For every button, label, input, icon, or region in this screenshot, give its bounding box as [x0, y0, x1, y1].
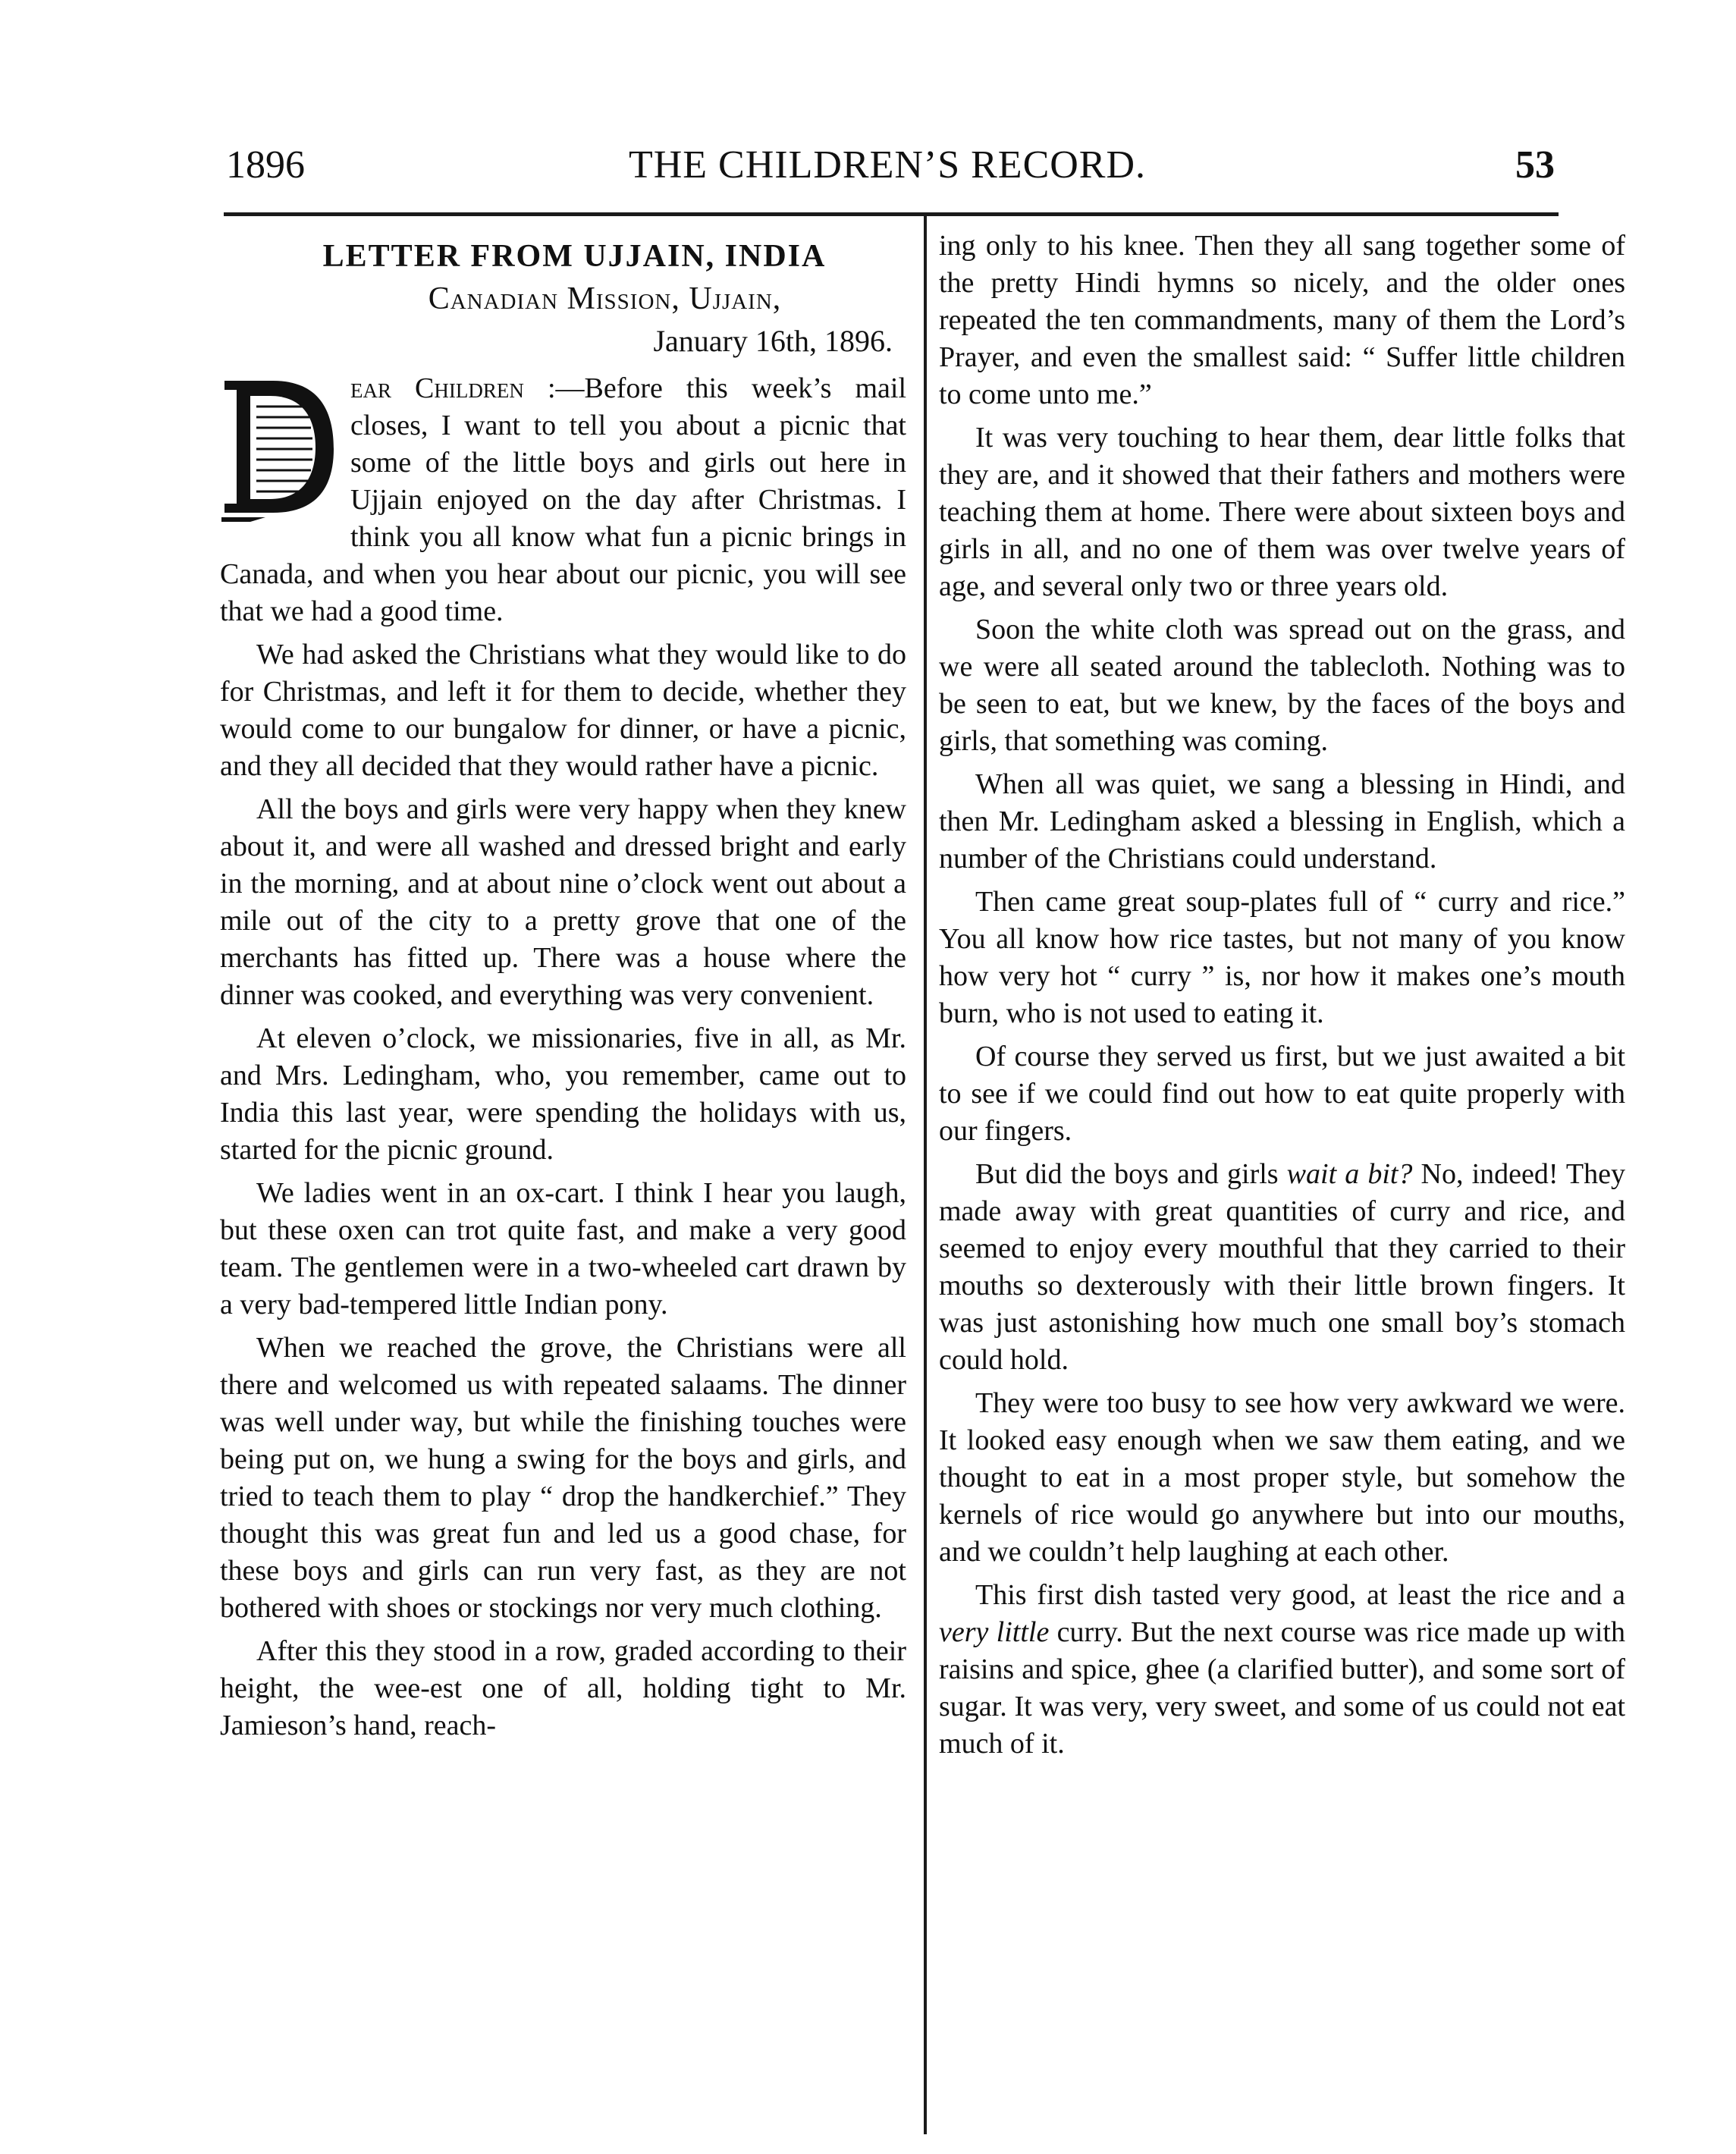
- header-page-number: 53: [1515, 143, 1555, 187]
- left-column: [220, 228, 906, 2139]
- article-title: LETTER FROM UJJAIN, INDIA: [322, 239, 827, 274]
- right-column: [939, 228, 1625, 2139]
- paragraph-morning-trip: All the boys and girls were very happy when they knew about it, and were all washed and dressed bright and early in the morning, and at about nine o’clock went out about a mile out of the city to a pretty grove that one of the merchants has fitted up. There was a house where the dinner was cooked, and everything was very convenient.: [220, 793, 906, 1011]
- wait-text-b: No, indeed! They made away with great quantities of curry and rice, and seemed to enjoy every mouthful that they carried to their mouths so dexterously with their little brown fingers. It was just astonishing how much one small boy’s stomach could hold.: [939, 1158, 1625, 1376]
- paragraph-grove-arrival: When we reached the grove, the Christians were all there and welcomed us with repeated salaams. The dinner was well under way, but while the finishing touches were being put on, we hung a swing for the boys and girls, and tried to teach them to play “ drop the handkerchief.” They thought this was great fun and led us a good chase, for these boys and girls can run very fast, as they are not bothered with shoes or stockings nor very much clothing.: [220, 1332, 906, 1624]
- paragraph-hymns-continued: ing only to his knee. Then they all sang together some of the pretty Hindi hymns so nicely, and the older ones repeated the ten commandments, many of them the Lord’s Prayer, and even the smallest said: “ Suffer little children to come unto me.”: [939, 230, 1625, 410]
- salutation: ear Children: [350, 372, 524, 404]
- dateline-place: Canadian Mission, Ujjain,: [428, 281, 782, 316]
- paragraph-touching: It was very touching to hear them, dear little folks that they are, and it showed that their fathers and mothers were teaching them at home. There were about sixteen boys and girls in all, and no one of them was over twelve years of age, and several only two or three years old.: [939, 422, 1625, 602]
- paragraph-served-first: Of course they served us first, but we just awaited a bit to see if we could find out how to eat quite properly with our fingers.: [939, 1041, 1625, 1147]
- paragraph-missionaries: At eleven o’clock, we missionaries, five in all, as Mr. and Mrs. Ledingham, who, you remember, came out to India this last year, were spending the holidays with us, started for the picnic ground.: [220, 1022, 906, 1166]
- first-dish-text-b: curry. But the next course was rice made up with raisins and spice, ghee (a clarified butter), and some sort of sugar. It was very, very sweet, and some of us could not eat much of it.: [939, 1616, 1625, 1760]
- first-dish-text-a: This first dish tasted very good, at least the rice and a: [975, 1579, 1625, 1611]
- opening-text: :—Before this week’s mail closes, I want to tell you about a picnic that some of the little boys and girls out here in Ujjain enjoyed on the day after Christmas. I think you all know what fun a picnic brings in Canada, and when you hear about our picnic, you will see that we had a good time.: [220, 372, 906, 627]
- paragraph-row-of-children: After this they stood in a row, graded according to their height, the wee-est one of all, holding tight to Mr. Jamieson’s hand, reach-: [220, 1635, 906, 1741]
- column-rule: [924, 215, 927, 2134]
- dropcap-letter: [350, 370, 351, 371]
- wait-text-a: But did the boys and girls: [975, 1158, 1287, 1190]
- paragraph-christmas-plans: We had asked the Christians what they would like to do for Christmas, and left it for them to decide, whether they would come to our bungalow for dinner, or have a picnic, and they all decided that they would rather have a picnic.: [220, 639, 906, 782]
- paragraph-curry-and-rice: Then came great soup-plates full of “ curry and rice.” You all know how rice tastes, but not many of you know how very hot “ curry ” is, nor how it makes one’s mouth burn, who is not used to eating it.: [939, 886, 1625, 1029]
- paragraph-blessing: When all was quiet, we sang a blessing in Hindi, and then Mr. Ledingham asked a blessing in English, which a number of the Christians could understand.: [939, 768, 1625, 874]
- header-year: 1896: [226, 143, 305, 187]
- dateline-date: January 16th, 1896.: [653, 324, 893, 358]
- paragraph-ox-cart: We ladies went in an ox-cart. I think I hear you laugh, but these oxen can trot quite fast, and make a very good team. The gentlemen were in a two-wheeled cart drawn by a very bad-tempered little Indian pony.: [220, 1177, 906, 1320]
- header-rule: [224, 212, 1559, 216]
- wait-text-emphasis: wait a bit?: [1286, 1158, 1413, 1190]
- paragraph-white-cloth: Soon the white cloth was spread out on the grass, and we were all seated around the tablecloth. Nothing was to be seen to eat, but we knew, by the faces of the boys and girls, that something was coming.: [939, 614, 1625, 757]
- dropcap-d-ornament: [220, 373, 338, 522]
- first-dish-text-emphasis: very little: [939, 1616, 1050, 1648]
- paragraph-first-dish: [939, 1577, 1625, 1763]
- opening-paragraph: [220, 370, 906, 630]
- running-head: [220, 135, 1555, 196]
- paragraph-awkward: They were too busy to see how very awkward we were. It looked easy enough when we saw them eating, and we thought to eat in a most proper style, but somehow the kernels of rice would go anywhere but into our mouths, and we couldn’t help laughing at each other.: [939, 1387, 1625, 1568]
- paragraph-wait-a-bit: [939, 1156, 1625, 1379]
- header-title: THE CHILDREN’S RECORD.: [628, 143, 1147, 187]
